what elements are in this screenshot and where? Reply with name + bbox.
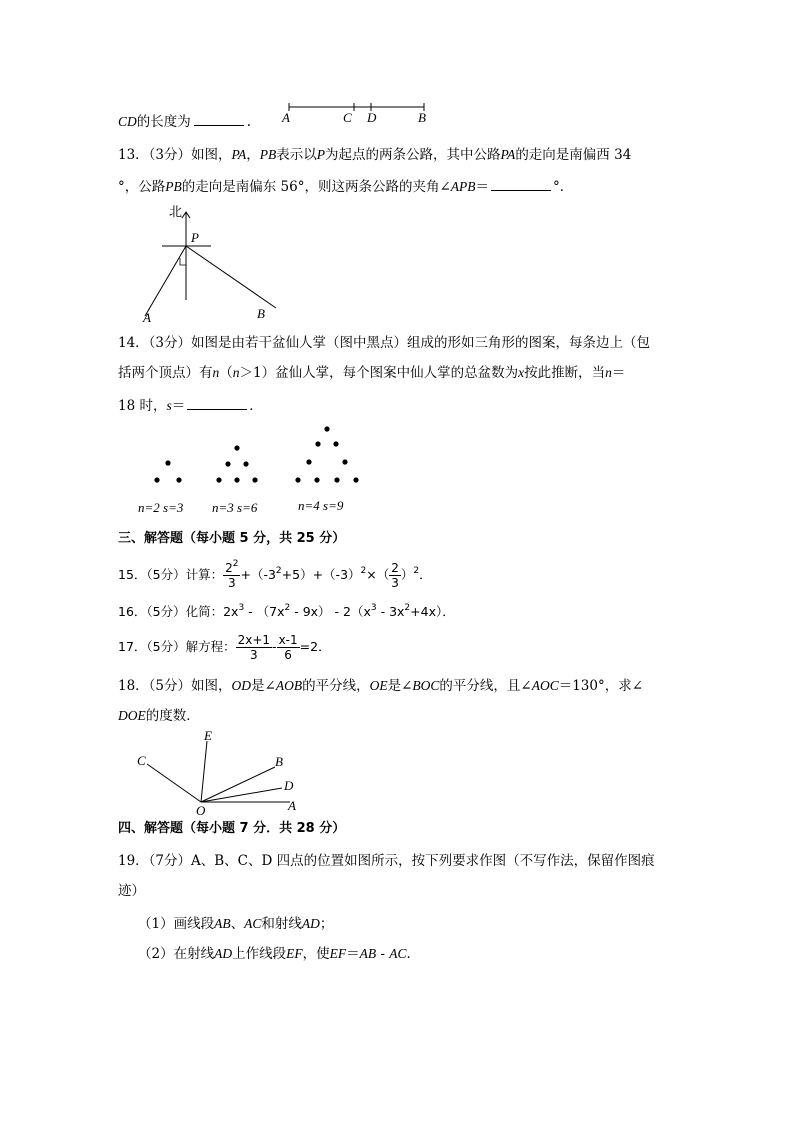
q12-label-a: A bbox=[282, 110, 290, 125]
q12-segment-cd: CD bbox=[118, 114, 137, 129]
q14-caption-3: n=4 s=9 bbox=[298, 498, 344, 513]
cactus-dot bbox=[324, 426, 329, 431]
q18-text-3: 的平分线， bbox=[302, 678, 370, 694]
q13-text-5: 的走向是南偏东 56°，则这两条公路的夹角∠ bbox=[181, 179, 451, 195]
q14-equals-2: ＝ bbox=[171, 398, 186, 414]
q13-p: P bbox=[316, 147, 326, 162]
q15-mid: +（-3 bbox=[240, 567, 276, 582]
q15-mid2-exp: 2 bbox=[360, 566, 367, 576]
q13-label-p: P bbox=[191, 230, 199, 245]
q19-line-1: 19．（7分）A、B、C、D 四点的位置如图所示，按下列要求作图（不写作法，保留作图痕 bbox=[118, 853, 655, 869]
q19-s2-text-6: ． bbox=[406, 946, 421, 962]
q14-line-2 bbox=[118, 364, 625, 382]
cactus-dot bbox=[243, 461, 248, 466]
cactus-dot bbox=[314, 477, 319, 482]
q19-s1-text-3: 和射线 bbox=[261, 916, 302, 932]
cactus-dot bbox=[334, 477, 339, 482]
q13-north-label: 北 bbox=[169, 204, 183, 219]
q16-term-1: 2x bbox=[223, 604, 239, 619]
section-3-heading: 三、解答题（每小题 5 分，共 25 分） bbox=[118, 531, 346, 546]
q14-period: ． bbox=[249, 398, 263, 414]
q15-fraction-2 bbox=[389, 561, 401, 590]
q16-term-2: - （7x bbox=[244, 604, 285, 619]
q17-frac1-den: 3 bbox=[250, 648, 258, 662]
q13-degree: °． bbox=[553, 179, 574, 195]
q17-minus: - bbox=[272, 639, 277, 654]
q14-caption-2: n=3 s=6 bbox=[212, 500, 258, 515]
q15-frac2-num: 2 bbox=[391, 561, 399, 575]
q13-text-1: 表示以 bbox=[276, 147, 317, 163]
q15-mid-3: ×（ bbox=[366, 567, 390, 582]
q14-s: s bbox=[166, 398, 172, 413]
q14-line-3 bbox=[118, 395, 263, 415]
q19-ad: AD bbox=[301, 916, 320, 931]
q17-frac1-num: 2x+1 bbox=[237, 633, 271, 647]
q13-pb: PB bbox=[259, 147, 277, 162]
q14-text-3: ＞1）盆仙人掌，每个图案中仙人掌的总盆数为 bbox=[239, 365, 519, 381]
q14-caption-1: n=2 s=3 bbox=[138, 500, 184, 515]
q18-line-1 bbox=[118, 677, 643, 695]
q12-answer-blank[interactable] bbox=[194, 111, 244, 126]
q14-text-2: （ bbox=[219, 365, 233, 381]
q12-text: 的长度为 bbox=[136, 114, 191, 130]
q19-s1-text-2: 、 bbox=[230, 916, 245, 932]
q18-figure bbox=[130, 725, 310, 820]
q14-equals: ＝ bbox=[611, 365, 626, 381]
q15-mid-exp: 2 bbox=[275, 566, 282, 576]
q18-text-2: 是∠ bbox=[251, 678, 276, 694]
q14-x: x bbox=[518, 365, 525, 380]
q18-text-6: ＝130°，求∠ bbox=[558, 678, 644, 694]
q18-ray-od bbox=[201, 788, 282, 802]
cactus-dot bbox=[252, 477, 257, 482]
q18-label-b: B bbox=[275, 754, 283, 769]
q13-label-b: B bbox=[257, 306, 265, 321]
q15-label: 15．（5分）计算： bbox=[118, 567, 224, 582]
q13-number: 13．（3分）如图， bbox=[118, 147, 232, 163]
cactus-dot bbox=[306, 459, 311, 464]
q14-text-4: 按此推断，当 bbox=[524, 365, 606, 381]
q12-label-d: D bbox=[367, 110, 377, 125]
q14-answer-blank[interactable] bbox=[187, 395, 247, 410]
q16-term-4: - 3x bbox=[376, 604, 405, 619]
q13-text-2: 为起点的两条公路，其中公路 bbox=[325, 147, 501, 163]
q19-step-1 bbox=[138, 915, 333, 933]
q17-label: 17．（5分）解方程： bbox=[118, 639, 236, 654]
cactus-dot bbox=[165, 460, 170, 465]
q13-angle-mark bbox=[180, 258, 186, 265]
q15-mid-2: +5）+（-3） bbox=[281, 567, 361, 582]
cactus-dot bbox=[154, 477, 159, 482]
q16-exp-4: 2 bbox=[404, 603, 411, 613]
q13-text-4: °，公路 bbox=[118, 179, 166, 195]
q13-answer-blank[interactable] bbox=[491, 176, 551, 191]
q13-pa-2: PA bbox=[500, 147, 516, 162]
q15-frac1-den: 3 bbox=[227, 576, 236, 590]
q19-line-2: 迹） bbox=[118, 883, 145, 899]
q18-text-4: 是∠ bbox=[387, 678, 413, 694]
q14-n: n bbox=[212, 365, 220, 380]
q19-s2-text-1: （2）在射线 bbox=[138, 946, 215, 962]
q13-pb-2: PB bbox=[165, 179, 182, 194]
q18-line-2 bbox=[118, 707, 200, 725]
q16-exp-1: 3 bbox=[238, 603, 245, 613]
q12-label-b: B bbox=[418, 110, 426, 125]
q19-ac: AC bbox=[244, 916, 262, 931]
q13-line-1 bbox=[118, 146, 631, 164]
q18-text-5: 的平分线，且∠ bbox=[439, 678, 532, 694]
q18-label-c: C bbox=[137, 753, 146, 768]
q19-ab-2: AB bbox=[359, 946, 377, 961]
q18-text-1: 18．（5分）如图， bbox=[118, 678, 232, 694]
q13-line-2 bbox=[118, 176, 573, 196]
cactus-dot bbox=[333, 441, 338, 446]
q12-period: . bbox=[246, 114, 252, 130]
q14-pattern-n2 bbox=[154, 460, 181, 482]
q13-pa: PA bbox=[231, 147, 247, 162]
q19-ac-2: AC bbox=[389, 946, 407, 961]
cactus-dot bbox=[234, 477, 239, 482]
q19-ab: AB bbox=[214, 916, 231, 931]
q19-ef-2: EF bbox=[329, 946, 347, 961]
q14-text-5: 18 时， bbox=[118, 398, 167, 414]
q16-label: 16．（5分）化简： bbox=[118, 604, 224, 619]
q18-label-e: E bbox=[204, 728, 212, 743]
q16-term-5: +4x）． bbox=[410, 604, 455, 619]
q13-text-3: 的走向是南偏西 34 bbox=[515, 147, 632, 163]
q19-s2-text-3: ，使 bbox=[302, 946, 330, 962]
q15-frac2-den: 3 bbox=[391, 576, 399, 590]
q18-ray-oc bbox=[147, 764, 201, 802]
q12-segment-figure bbox=[280, 100, 430, 130]
q17-fraction-1 bbox=[236, 633, 272, 662]
cactus-dot bbox=[225, 461, 230, 466]
q16-term-3: - 9x） - 2（x bbox=[290, 604, 371, 619]
q19-s2-text-5: - bbox=[376, 946, 390, 962]
q17-fraction-2 bbox=[277, 633, 300, 662]
cactus-dot bbox=[295, 477, 300, 482]
q16-line bbox=[118, 603, 455, 621]
cactus-dot bbox=[234, 445, 239, 450]
q18-aoc: AOC bbox=[531, 678, 559, 693]
q18-label-o: O bbox=[196, 803, 206, 818]
q18-oe: OE bbox=[369, 678, 388, 693]
q18-ray-oe bbox=[201, 741, 207, 802]
q12-label-c: C bbox=[343, 110, 352, 125]
q15-period: ． bbox=[419, 567, 432, 582]
q15-end-exp: 2 bbox=[413, 566, 420, 576]
q14-text-1: 括两个顶点）有 bbox=[118, 365, 213, 381]
q18-doe: DOE bbox=[118, 708, 146, 723]
q18-label-a: A bbox=[288, 798, 296, 813]
q14-n-2: n bbox=[232, 365, 240, 380]
cactus-dot bbox=[216, 477, 221, 482]
q16-exp-3: 3 bbox=[370, 603, 377, 613]
q17-rhs: =2． bbox=[299, 639, 331, 654]
q19-s2-text-2: 上作线段 bbox=[232, 946, 287, 962]
q15-frac1-exp: 2 bbox=[232, 559, 239, 569]
cactus-dot bbox=[176, 477, 181, 482]
q19-step-2 bbox=[138, 945, 420, 963]
q19-ef: EF bbox=[286, 946, 303, 961]
q16-exp-2: 2 bbox=[284, 603, 291, 613]
q17-frac2-den: 6 bbox=[284, 648, 292, 662]
q13-comma: ， bbox=[246, 147, 260, 163]
q14-n-3: n bbox=[605, 365, 612, 380]
q13-figure bbox=[135, 200, 295, 325]
q13-equals: ＝ bbox=[475, 179, 490, 195]
q13-road-pa bbox=[145, 246, 186, 316]
q14-figure bbox=[130, 420, 380, 520]
q18-label-d: D bbox=[284, 778, 294, 793]
q14-pattern-n3 bbox=[216, 445, 257, 482]
q13-road-pb bbox=[186, 246, 276, 308]
q19-s1-text-4: ； bbox=[319, 916, 334, 932]
q12-answer-line bbox=[118, 111, 251, 131]
q15-line bbox=[118, 560, 432, 590]
q15-frac1-num: 2 bbox=[225, 561, 233, 575]
q14-pattern-n4 bbox=[295, 426, 358, 482]
q19-ad-2: AD bbox=[214, 946, 233, 961]
cactus-dot bbox=[342, 459, 347, 464]
cactus-dot bbox=[315, 441, 320, 446]
q13-label-a: A bbox=[143, 310, 151, 325]
section-4-heading: 四、解答题（每小题 7 分．共 28 分） bbox=[118, 821, 346, 836]
q18-text-7: 的度数． bbox=[145, 708, 200, 724]
q19-s1-text-1: （1）画线段 bbox=[138, 916, 215, 932]
q15-fraction-1 bbox=[223, 561, 240, 590]
q14-line-1: 14．（3分）如图是由若干盆仙人掌（图中黑点）组成的形如三角形的图案，每条边上（包 bbox=[118, 335, 651, 351]
q18-aob: AOB bbox=[275, 678, 303, 693]
q13-apb: APB bbox=[450, 179, 476, 194]
cactus-dot bbox=[353, 477, 358, 482]
q17-line bbox=[118, 630, 331, 664]
q19-s2-text-4: ＝ bbox=[346, 946, 360, 962]
q18-od: OD bbox=[231, 678, 252, 693]
q15-end: ） bbox=[400, 567, 414, 582]
q17-frac2-num: x-1 bbox=[278, 633, 298, 647]
q18-boc: BOC bbox=[412, 678, 440, 693]
q18-ray-ob bbox=[201, 767, 275, 802]
